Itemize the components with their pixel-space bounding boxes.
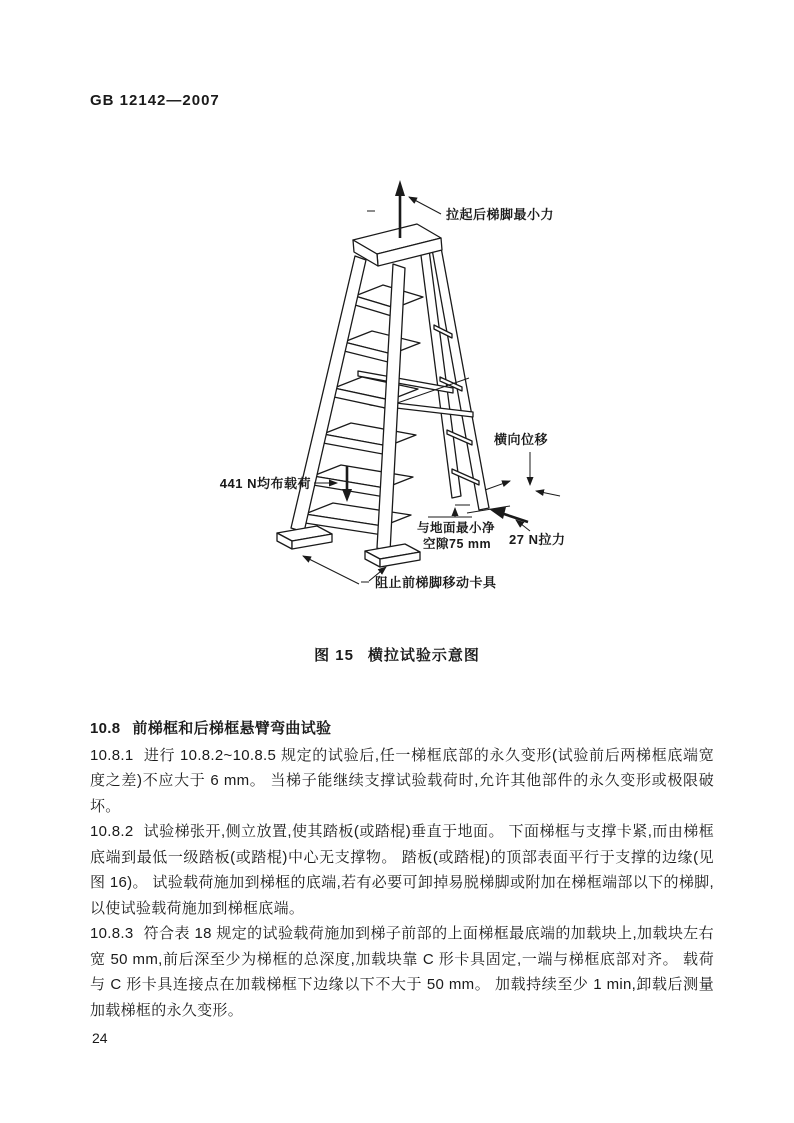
section-number: 10.8.2 (90, 823, 134, 840)
label-foot-fixture: 阻止前梯脚移动卡具 (375, 575, 497, 590)
label-ground-gap-2: 空隙75 mm (423, 537, 492, 551)
paragraph-text: 进行 10.8.2~10.8.5 规定的试验后,任一梯框底部的永久变形(试验前后两梯框底端宽度之差)不应大于 6 mm。 当梯子能继续支撑试验载荷时,允许其他部件的永久变形或极限破坏。 (90, 746, 714, 815)
figure-caption (0, 644, 794, 665)
stepladder-test-drawing (183, 172, 619, 610)
label-lift-force: 拉起后梯脚最小力 (446, 207, 555, 222)
lateral-displacement-arrows (485, 452, 560, 496)
label-distributed-load: 441 N均布载荷 (219, 476, 311, 491)
pull-force-arrow (489, 507, 530, 531)
figure-caption-label: 图 15 (314, 647, 354, 664)
paragraph-10-8-1 (90, 743, 714, 820)
figure-15-diagram (183, 172, 619, 610)
label-ground-gap-1: 与地面最小净 (417, 521, 496, 535)
paragraph-10-8-3 (90, 921, 714, 1023)
label-lateral-displacement: 横向位移 (494, 432, 549, 447)
section-title: 前梯框和后梯框悬臂弯曲试验 (132, 720, 332, 737)
section-number: 10.8.1 (90, 746, 134, 764)
standard-code-header: GB 12142—2007 (90, 92, 220, 109)
section-heading-10-8 (90, 716, 714, 742)
ladder-rear-frame (358, 232, 489, 510)
section-number: 10.8.3 (90, 925, 134, 942)
figure-caption-title: 横拉试验示意图 (367, 647, 480, 664)
paragraph-text: 试验梯张开,侧立放置,使其踏板(或踏棍)垂直于地面。 下面梯框与支撑卡紧,而由梯框底端到最低一级踏板(或踏棍)中心无支撑物。 踏板(或踏棍)的顶部表面平行于支撑的边缘(见图 16)。 试验载荷施加到梯框的底端,若有必要可卸掉易脱梯脚或附加在梯框端部以下的梯脚,以使试验载荷施加到梯框底端。 (90, 823, 714, 917)
page-number: 24 (92, 1030, 108, 1046)
label-pull-force: 27 N拉力 (509, 532, 566, 547)
paragraph-10-8-2 (90, 819, 714, 921)
paragraph-text: 符合表 18 规定的试验载荷施加到梯子前部的上面梯框最底端的加载块上,加载块左右宽 50 mm,前后深至少为梯框的总深度,加载块靠 C 形卡具固定,一端与梯框底部对齐。 载荷与 C 形卡具连接点在加载梯框下边缘以下不大于 50 mm。 加载持续至少 1 min,卸载后测量加载梯框的永久变形。 (90, 925, 714, 1019)
front-foot-fixtures (277, 526, 420, 567)
body-text-block (90, 716, 714, 1023)
section-number: 10.8 (90, 720, 121, 737)
